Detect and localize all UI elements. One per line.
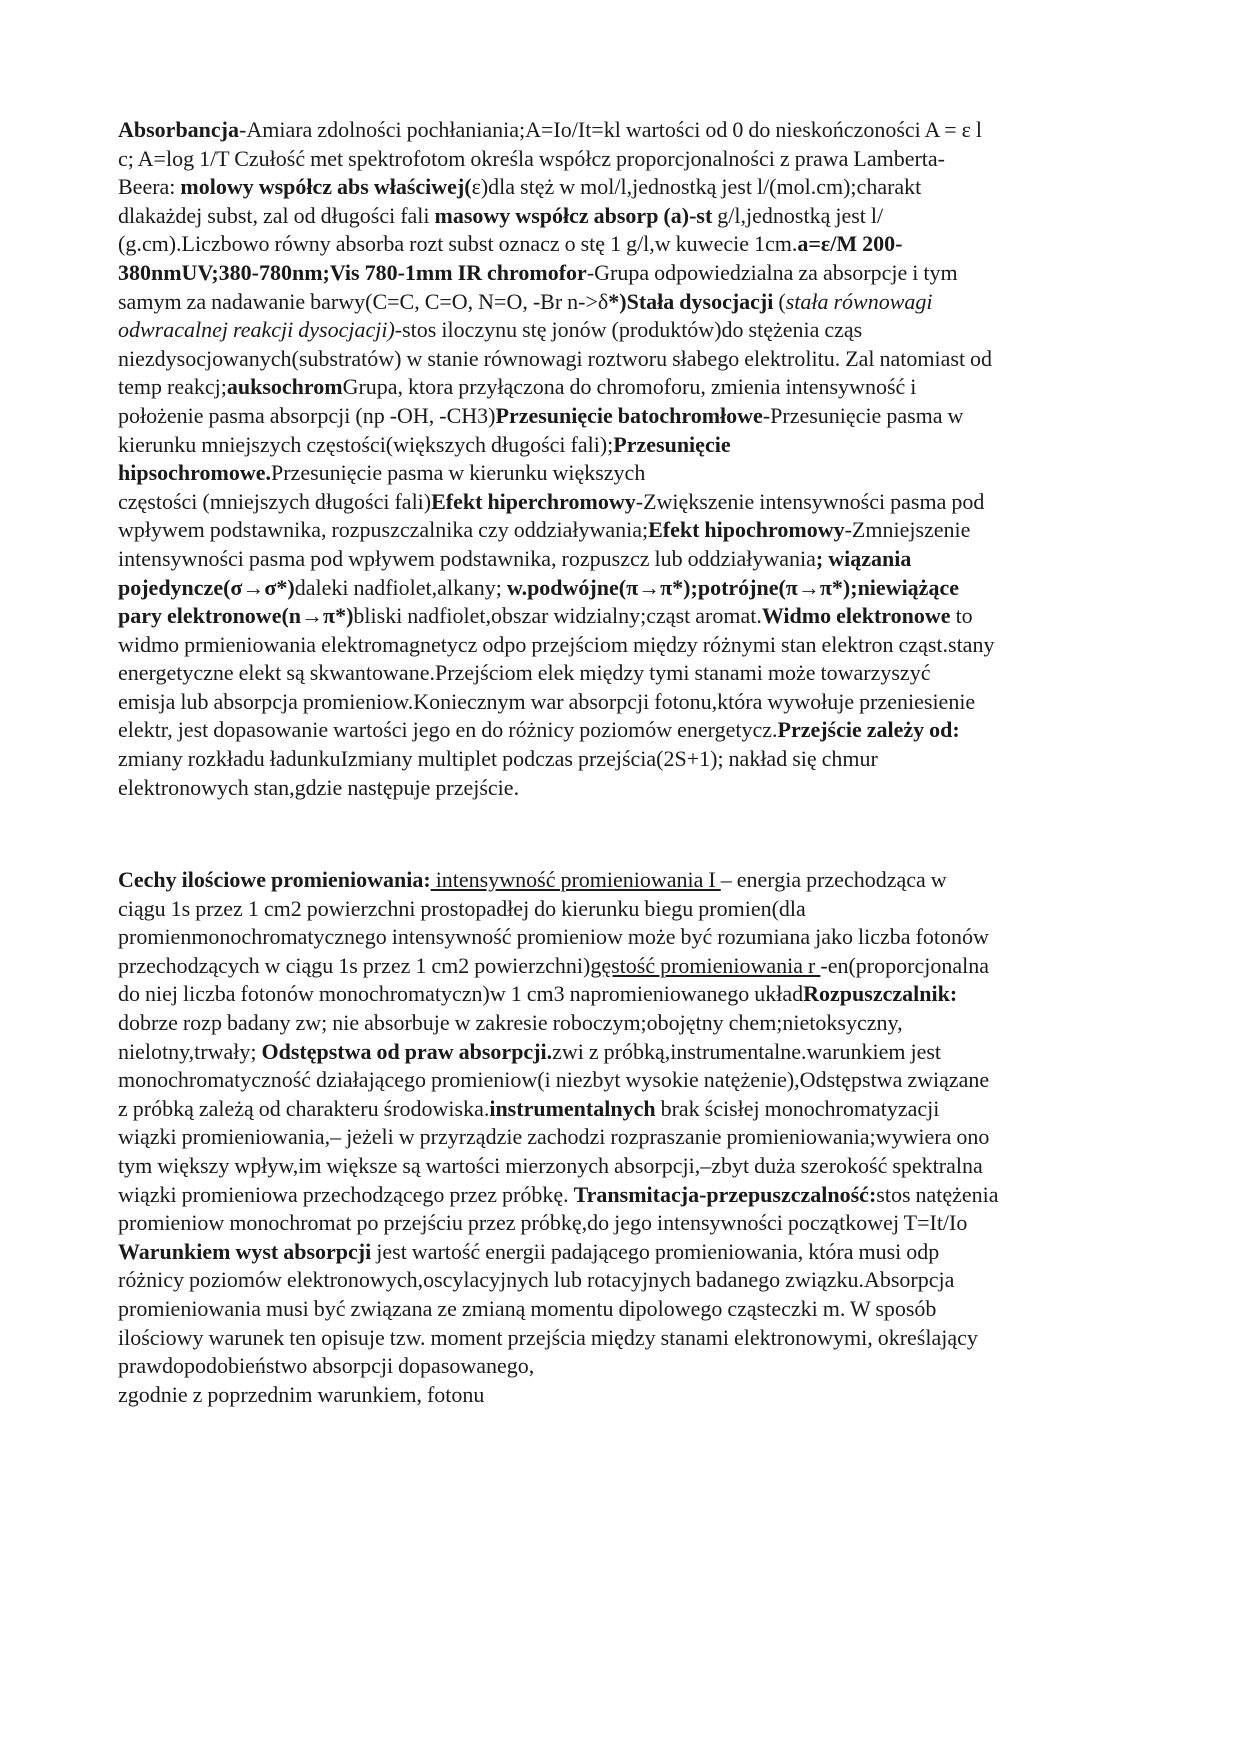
text-line (118, 1238, 1130, 1267)
text-run: Przesunięcie (613, 431, 731, 457)
text-run: -Grupa odpowiedzialna za absorpcje i tym (586, 259, 958, 285)
text-run: to (950, 603, 973, 629)
text-run: stała równowagi (785, 288, 933, 314)
text-line (118, 1324, 1130, 1353)
text-line (118, 745, 1130, 774)
text-run: Beera: (118, 174, 181, 200)
text-line (118, 923, 1130, 952)
text-run: emisja lub absorpcja promieniow.Koniecznym war absorpcji fotonu,która wywołuje przeniesienie (118, 688, 976, 714)
text-run: c; A=log 1/T Czułość met spektrofotom określa współcz proporcjonalności z prawa Lamberta- (118, 145, 945, 171)
text-run: częstości (mniejszych długości fali) (118, 488, 432, 514)
text-line (118, 173, 1130, 202)
text-line (118, 1123, 1130, 1152)
text-run: ilościowy warunek ten opisuje tzw. moment przejścia między stanami elektronowymi, określający (118, 1324, 978, 1350)
text-line (118, 716, 1130, 745)
text-line (118, 316, 1130, 345)
text-run: masowy współcz absorp (a)-st (434, 202, 713, 228)
text-run: promieniow monochromat po przejściu przez próbkę,do jego intensywności początkowej T=It/Io (118, 1210, 968, 1236)
text-run: auksochrom (226, 374, 343, 400)
text-run: hipsochromowe. (118, 460, 271, 486)
text-run: – energia przechodząca w (720, 867, 947, 892)
text-run: brak ścisłej monochromatyzacji (655, 1095, 940, 1121)
text-run: Odstępstwa od praw absorpcji. (261, 1038, 553, 1064)
text-line (118, 688, 1130, 717)
text-run: a=ε/M 200- (797, 231, 903, 257)
text-run: wpływem podstawnika, rozpuszczalnika czy oddziaływania; (118, 517, 649, 543)
text-run: ; wiązania (815, 545, 912, 571)
text-line (118, 116, 1130, 145)
text-run: intensywność promieniowania I (430, 867, 721, 892)
text-run: wiązki promieniowa przechodzącego przez próbkę. (118, 1181, 574, 1207)
text-run: ( (773, 288, 786, 314)
text-line (118, 202, 1130, 231)
paragraph-absorbancja (118, 116, 1130, 802)
text-run: elektr, jest dopasowanie wartości jego en do różnicy poziomów energetycz. (118, 717, 778, 743)
text-run: Grupa, ktora przyłączona do chromoforu, zmienia intensywność i (342, 374, 917, 400)
text-line (118, 895, 1130, 924)
text-run: Efekt hipochromowy (648, 517, 845, 543)
text-line (118, 1038, 1130, 1067)
text-run: położenie pasma absorpcji (np -OH, -CH3) (118, 402, 496, 428)
text-run: instrumentalnych (489, 1095, 656, 1121)
paragraph-cechy-ilosciowe (118, 866, 1130, 1409)
text-run: -Zmniejszenie (844, 517, 971, 543)
text-line (118, 431, 1130, 460)
text-run: ciągu 1s przez 1 cm2 powierzchni prostopadłej do kierunku biegu promien(dla (118, 895, 806, 921)
text-line (118, 516, 1130, 545)
text-run: Widmo elektronowe (761, 603, 951, 629)
text-run: prawdopodobieństwo absorpcji dopasowanego, (118, 1353, 535, 1379)
text-run: do niej liczba fotonów monochromatyczn)w 1 cm3 napromieniowanego układ (118, 981, 804, 1007)
text-run: (g.cm).Liczbowo równy absorba rozt subst oznacz o stę 1 g/l,w kuwecie 1cm. (118, 231, 798, 257)
text-run: Rozpuszczalnik: (803, 981, 958, 1007)
text-run: temp reakcj; (118, 374, 227, 400)
text-run: bliski nadfiolet,obszar widzialny;cząst aromat. (353, 603, 762, 629)
text-run: -Przesunięcie pasma w (762, 402, 964, 428)
text-line (118, 659, 1130, 688)
text-line (118, 230, 1130, 259)
text-line (118, 488, 1130, 517)
text-run: Absorbancja (118, 117, 240, 142)
text-line (118, 288, 1130, 317)
text-line (118, 402, 1130, 431)
text-run: g/l,jednostką jest l/ (712, 202, 884, 228)
text-run: Przesunięcie batochromłowe (495, 402, 763, 428)
text-run: odwracalnej reakcji dysocjacji) (118, 317, 395, 343)
text-run: Przejście zależy od: (777, 717, 960, 743)
text-run: -Amiara zdolności pochłaniania;A=Io/It=kl wartości od 0 do nieskończoności A = ε l (239, 117, 982, 142)
text-run: niezdysocjowanych(substratów) w stanie równowagi roztworu słabego elektrolitu. Zal natomiast od (118, 345, 993, 371)
text-run: Warunkiem wyst absorpcji (118, 1238, 372, 1264)
text-run: pojedyncze(σ→σ*) (118, 574, 295, 600)
text-line (118, 1295, 1130, 1324)
text-run: -en(proporcjonalna (820, 952, 989, 978)
text-run: dobrze rozp badany zw; nie absorbuje w zakresie roboczym;obojętny chem;nietoksyczny, (118, 1009, 903, 1035)
text-run: w.podwójne(π→π*);potrójne(π→π*);niewiążące (506, 574, 959, 600)
text-run: intensywności pasma pod wpływem podstawnika, rozpuszcz lub oddziaływania (118, 545, 816, 571)
text-run: 380nmUV;380-780nm;Vis 780-1mm IR chromofor (118, 259, 587, 285)
text-run: pary elektronowe(n→π*) (118, 603, 354, 629)
text-line (118, 602, 1130, 631)
text-line (118, 1095, 1130, 1124)
text-run: *)Stała dysocjacji (608, 288, 774, 314)
text-run: Cechy ilościowe promieniowania: (118, 867, 431, 892)
text-line (118, 1352, 1130, 1381)
text-run: dlakażdej subst, zal od długości fali (118, 202, 435, 228)
text-line (118, 1266, 1130, 1295)
text-line (118, 774, 1130, 803)
text-line (118, 1181, 1130, 1210)
text-run: gęstość promieniowania r (590, 952, 821, 978)
text-run: widmo prmieniowania elektromagnetycz odpo przejściom między różnymi stan elektron cząst.stany (118, 631, 995, 657)
text-run: kierunku mniejszych częstości(większych długości fali); (118, 431, 614, 457)
text-run: przechodzących w ciągu 1s przez 1 cm2 powierzchni) (118, 952, 591, 978)
text-line (118, 574, 1130, 603)
text-run: zwi z próbką,instrumentalne.warunkiem jest (552, 1038, 942, 1064)
text-line (118, 1381, 1130, 1410)
text-run: energetyczne elekt są skwantowane.Przejściom elek między tymi stanami może towarzyszyć (118, 660, 931, 686)
text-run: tym większy wpływ,im większe są wartości mierzonych absorpcji,–zbyt duża szerokość spektralna (118, 1152, 983, 1178)
text-line (118, 1152, 1130, 1181)
text-line (118, 980, 1130, 1009)
text-line (118, 259, 1130, 288)
text-line (118, 345, 1130, 374)
text-line (118, 145, 1130, 174)
text-run: Efekt hiperchromowy (431, 488, 636, 514)
text-run: Przesunięcie pasma w kierunku większych (271, 460, 646, 486)
text-line (118, 866, 1130, 895)
text-run: Transmitacja-przepuszczalność: (573, 1181, 877, 1207)
text-run: ε)dla stęż w mol/l,jednostką jest l/(mol.cm);charakt (471, 174, 922, 200)
text-run: wiązki promieniowania,– jeżeli w przyrządzie zachodzi rozpraszanie promieniowania;wywiera ono (118, 1124, 990, 1150)
text-run: -stos iloczynu stę jonów (produktów)do stężenia cząs (394, 317, 863, 343)
text-run: promienmonochromatycznego intensywność promieniow może być rozumiana jako liczba fotonów (118, 924, 989, 950)
text-run: monochromatyczność działającego promieniow(i niezbyt wysokie natężenie),Odstępstwa związane (118, 1067, 990, 1093)
text-line (118, 459, 1130, 488)
text-line (118, 1209, 1130, 1238)
text-run: różnicy poziomów elektronowych,oscylacyjnych lub rotacyjnych badanego związku.Absorpcja (118, 1267, 955, 1293)
text-line (118, 1009, 1130, 1038)
text-run: molowy współcz abs właściwej( (180, 174, 472, 200)
text-line (118, 373, 1130, 402)
text-run: jest wartość energii padającego promieniowania, która musi odp (371, 1238, 940, 1264)
text-line (118, 631, 1130, 660)
text-run: -Zwiększenie intensywności pasma pod (635, 488, 985, 514)
text-run: daleki nadfiolet,alkany; (294, 574, 507, 600)
text-run: samym za nadawanie barwy(C=C, C=O, N=O, -Br n->δ (118, 288, 609, 314)
text-run: stos natężenia (876, 1181, 999, 1207)
text-run: promieniowania musi być związana ze zmianą momentu dipolowego cząsteczki m. W sposób (118, 1295, 937, 1321)
text-run: z próbką zależą od charakteru środowiska. (118, 1095, 490, 1121)
text-line (118, 1066, 1130, 1095)
text-line (118, 952, 1130, 981)
text-run: zmiany rozkładu ładunkuIzmiany multiplet podczas przejścia(2S+1); nakład się chmur (118, 746, 878, 772)
text-run: elektronowych stan,gdzie następuje przejście. (118, 774, 520, 800)
text-run: nielotny,trwały; (118, 1038, 262, 1064)
text-run: zgodnie z poprzednim warunkiem, fotonu (118, 1381, 485, 1407)
text-line (118, 545, 1130, 574)
